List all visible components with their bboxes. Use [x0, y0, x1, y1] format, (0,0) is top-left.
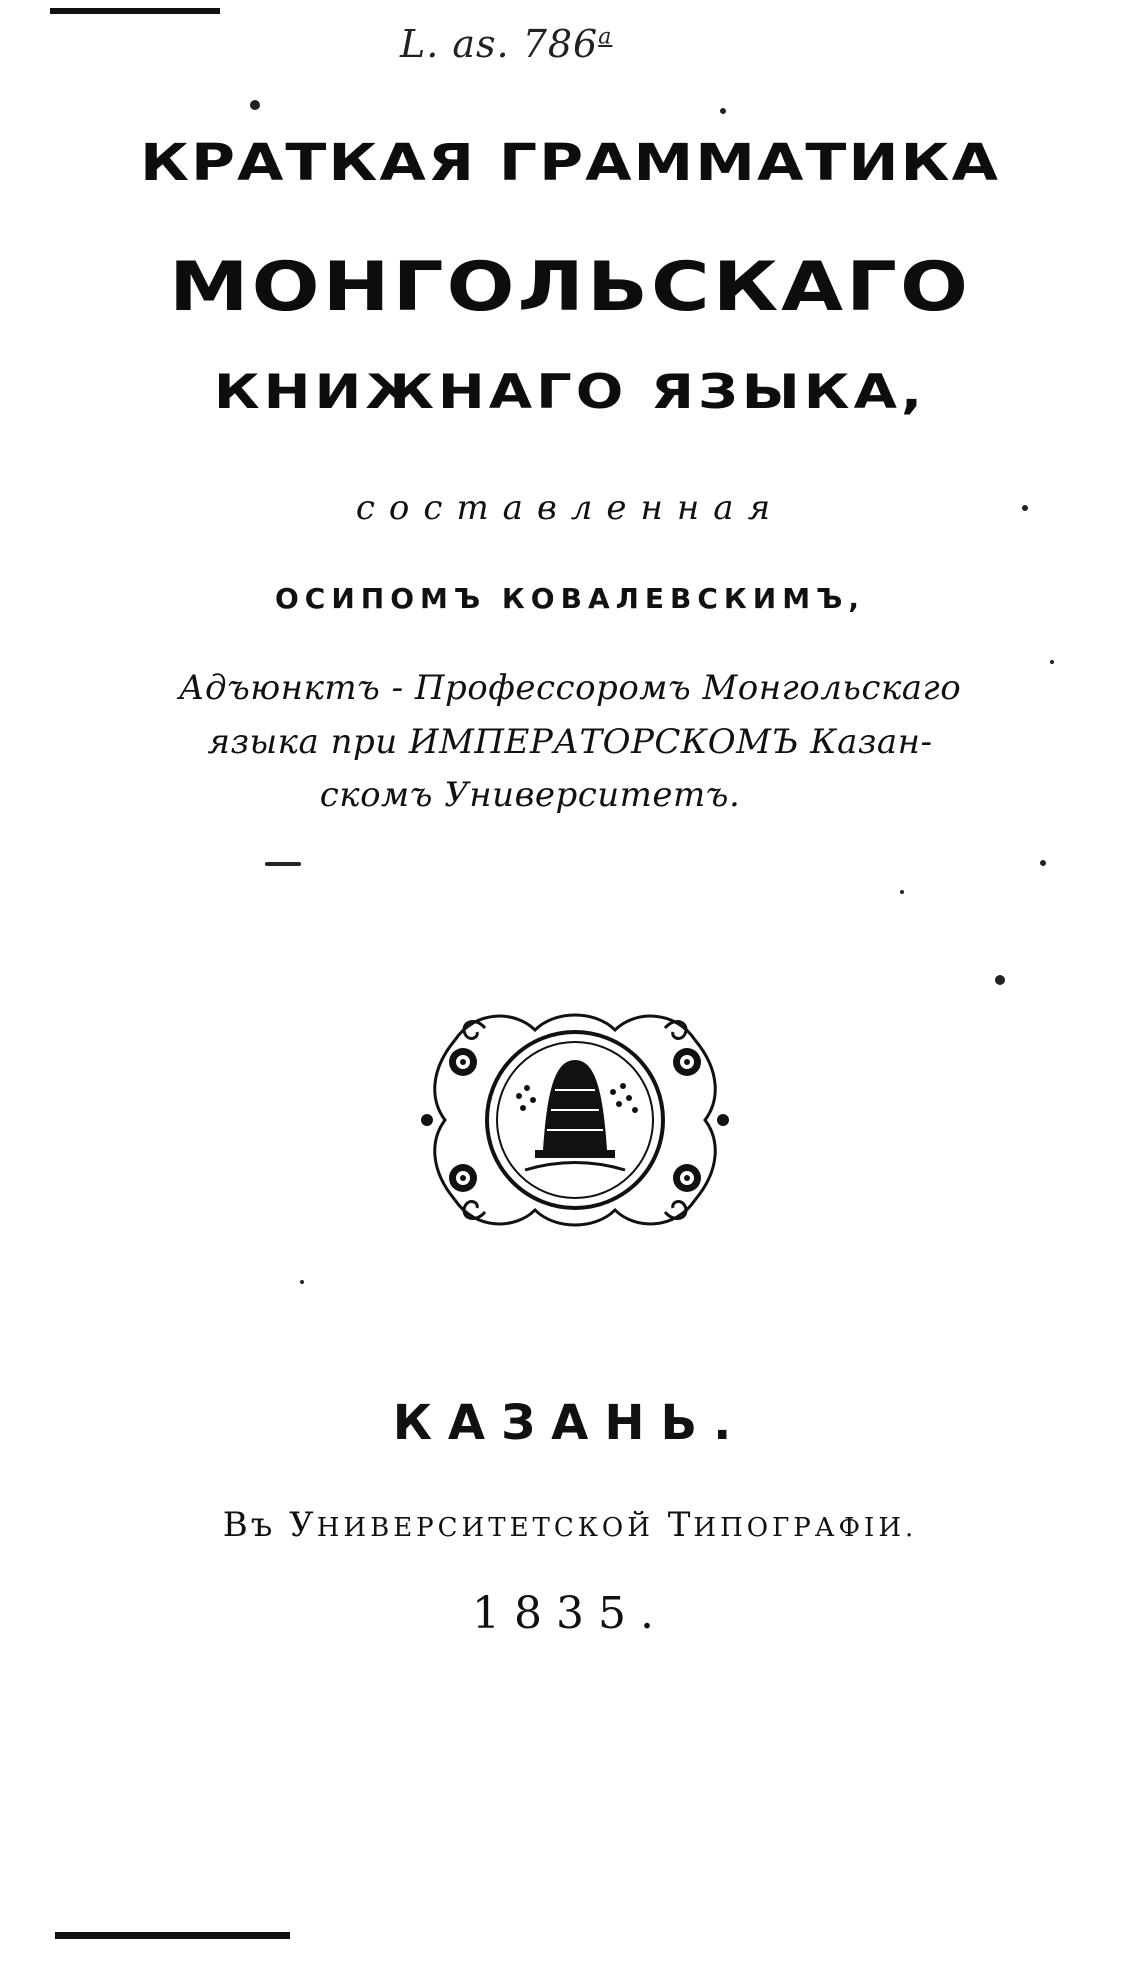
imprint-place: КАЗАНЬ.	[392, 1395, 748, 1451]
title-line-1: КРАТКАЯ ГРАММАТИКА	[139, 133, 1001, 193]
scan-speck	[995, 975, 1005, 985]
scan-speck	[265, 862, 301, 866]
scan-speck	[900, 890, 904, 894]
affiliation-line-3: скомъ Университетъ.	[319, 775, 741, 815]
composed-by-text: составленная	[355, 488, 785, 528]
imprint-press: Въ УНИВЕРСИТЕТСКОЙ ТИПОГРАФІИ.	[222, 1505, 918, 1545]
scan-speck	[1040, 860, 1046, 866]
imprint-year: 1835.	[472, 1588, 668, 1639]
beehive-vignette-icon	[415, 1000, 735, 1240]
affiliation-line-1: Адъюнктъ - Профессоромъ Монгольскаго	[178, 668, 962, 708]
scan-edge-mark-bottom	[55, 1932, 290, 1939]
shelfmark-annotation: L. as. 786$^a$	[400, 22, 613, 66]
title-line-3: КНИЖНАГО ЯЗЫКА,	[213, 364, 927, 421]
scan-speck	[1050, 660, 1054, 664]
scan-speck	[250, 100, 260, 110]
title-line-2: МОНГОЛЬСКАГО	[169, 246, 971, 327]
author-name: ОСИПОМЪ КОВАЛЕВСКИМЪ,	[274, 582, 866, 615]
scan-speck	[720, 108, 726, 114]
affiliation-line-2: языка при ИМПЕРАТОРСКОМЪ Казан-	[207, 722, 933, 762]
scan-speck	[300, 1280, 304, 1284]
scan-edge-mark-top	[50, 8, 220, 14]
